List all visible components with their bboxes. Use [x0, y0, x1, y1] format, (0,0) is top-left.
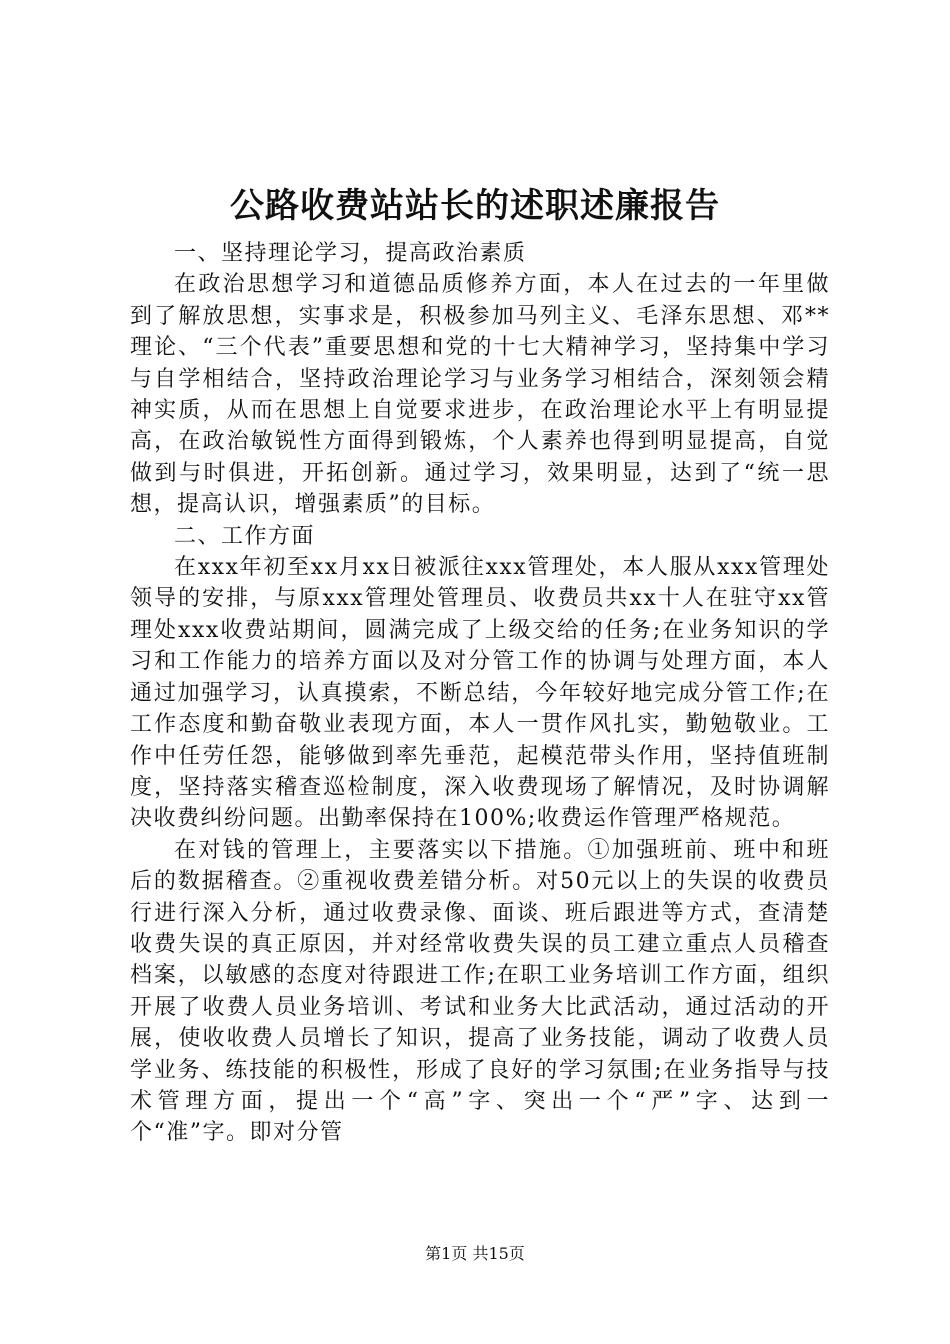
body-paragraph: 在对钱的管理上，主要落实以下措施。①加强班前、班中和班后的数据稽查。②重视收费差错分析。对50元以上的失误的收费员行进行深入分析，通过收费录像、面谈、班后跟进等方式，查清楚收费失误的真正原因，并对经常收费失误的员工建立重点人员稽查档案，以敏感的态度对待跟进工作;在职工业务培训工作方面，组织开展了收费人员业务培训、考试和业务大比武活动，通过活动的开展，使收收费人员增长了知识，提高了业务技能，调动了收费人员学业务、练技能的积极性，形成了良好的学习氛围;在业务指导与技术管理方面，提出一个“高”字、突出一个“严”字、达到一个“准”字。即对分管	[130, 837, 830, 1146]
body-paragraph: 在政治思想学习和道德品质修养方面，本人在过去的一年里做到了解放思想，实事求是，积极参加马列主义、毛泽东思想、邓**理论、“三个代表”重要思想和党的十七大精神学习，坚持集中学习与自学相结合，坚持政治理论学习与业务学习相结合，深刻领会精神实质，从而在思想上自觉要求进步，在政治理论水平上有明显提高，在政治敏锐性方面得到锻炼，个人素养也得到明显提高，自觉做到与时俱进，开拓创新。通过学习，效果明显，达到了“统一思想，提高认识，增强素质”的目标。	[130, 272, 830, 518]
body-paragraph: 在xxx年初至xx月xx日被派往xxx管理处，本人服从xxx管理处领导的安排，与原xxx管理处管理员、收费员共xx十人在驻守xx管理处xxx收费站期间，圆满完成了上级交给的任务;在业务知识的学习和工作能力的培养方面以及对分管工作的协调与处理方面，本人通过加强学习，认真摸索，不断总结，今年较好地完成分管工作;在工作态度和勤奋敬业表现方面，本人一贯作风扎实，勤勉敬业。工作中任劳任怨，能够做到率先垂范，起模范带头作用，坚持值班制度，坚持落实稽查巡检制度，深入收费现场了解情况，及时协调解决收费纠纷问题。出勤率保持在100%;收费运作管理严格规范。	[130, 555, 830, 832]
page-footer: 第1页 共15页	[425, 1244, 525, 1263]
document-body	[130, 238, 830, 1149]
section-heading: 一、坚持理论学习，提高政治素质	[174, 241, 527, 266]
document-title: 公路收费站站长的述职述廉报告	[230, 186, 720, 226]
section-heading: 二、工作方面	[174, 523, 316, 549]
